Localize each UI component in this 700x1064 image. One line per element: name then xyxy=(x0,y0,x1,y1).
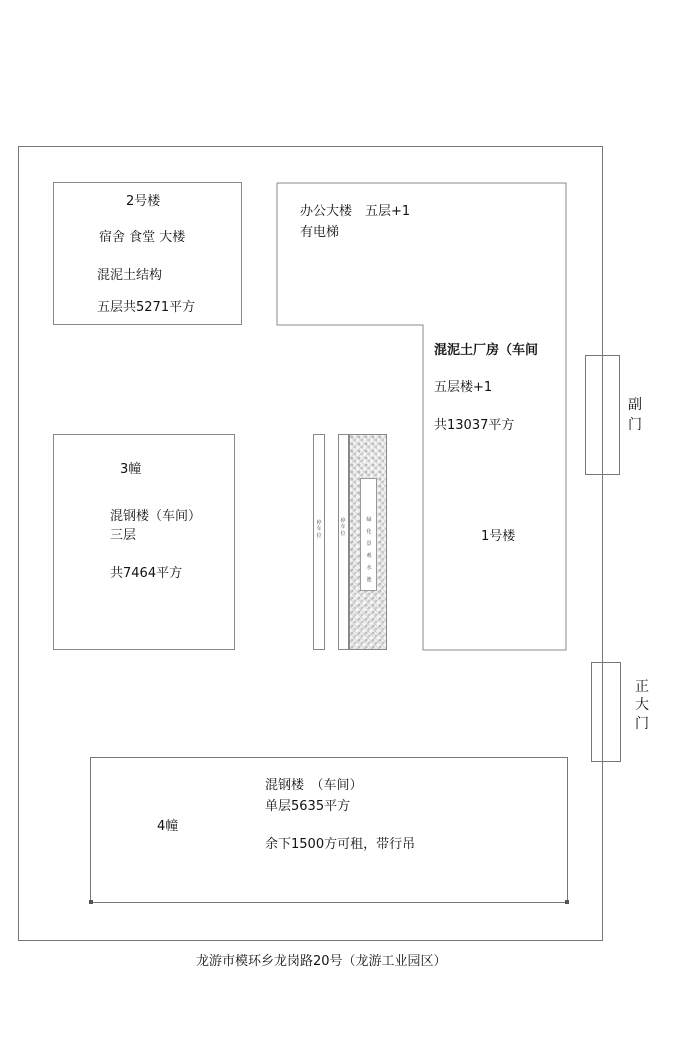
building-1-area: 共13037平方 xyxy=(434,418,515,433)
building-3-area: 共7464平方 xyxy=(110,566,183,581)
building-1-type: 混泥土厂房（车间 xyxy=(434,343,539,358)
office-elevator: 有电梯 xyxy=(300,225,340,240)
building-2-name: 2号楼 xyxy=(126,194,161,209)
parking-strip-left xyxy=(313,434,325,650)
side-gate xyxy=(585,355,620,475)
building-2-area: 五层共5271平方 xyxy=(97,300,196,315)
main-gate xyxy=(591,662,621,762)
building-4-area: 单层5635平方 xyxy=(265,799,351,814)
parking-right-label: 停车位 xyxy=(340,518,346,537)
building-3-floors: 三层 xyxy=(110,528,137,543)
building-4-type: 混钢楼 （车间） xyxy=(265,778,363,793)
building-4-rent: 余下1500方可租，带行吊 xyxy=(265,837,416,852)
side-gate-char-2: 门 xyxy=(628,417,642,433)
main-gate-char-2: 大 xyxy=(635,697,649,713)
garden-label: 绿化景观水池 xyxy=(366,517,372,583)
parking-left-label: 停车位 xyxy=(316,520,322,539)
main-gate-char-1: 正 xyxy=(635,679,649,695)
building-3-type: 混钢楼（车间） xyxy=(110,509,202,524)
building-2-use: 宿舍 食堂 大楼 xyxy=(99,230,186,245)
building-4-name: 4幢 xyxy=(157,819,179,834)
building-3-name: 3幢 xyxy=(120,462,142,477)
parking-strip-right xyxy=(338,434,349,650)
building-1-name: 1号楼 xyxy=(481,529,516,544)
building-1-floors: 五层楼+1 xyxy=(434,380,493,395)
side-gate-char-1: 副 xyxy=(628,397,642,413)
building-2-structure: 混泥土结构 xyxy=(97,268,163,283)
address-caption: 龙游市模环乡龙岗路20号（龙游工业园区） xyxy=(196,954,447,969)
office-building-name: 办公大楼 五层+1 xyxy=(300,204,411,219)
building-3 xyxy=(53,434,235,650)
main-gate-char-3: 门 xyxy=(635,716,649,732)
